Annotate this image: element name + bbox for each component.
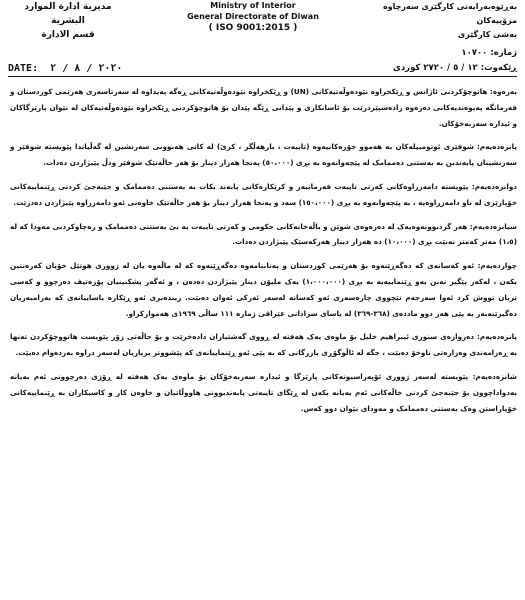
paragraph-label: چواردەیەم: <box>477 261 517 271</box>
header-kurdish-line-2: بەشی کارگێری <box>457 30 517 39</box>
paragraph-label: سیانزەدەیەم: <box>469 221 517 231</box>
date-row <box>8 63 122 74</box>
header-english <box>183 0 323 35</box>
paragraph-intro <box>10 84 517 131</box>
paragraph-13 <box>10 219 517 251</box>
paragraph-label: یانزەدەیەم: <box>477 142 517 152</box>
paragraph-14 <box>10 258 517 321</box>
paragraph-11 <box>10 139 517 171</box>
document-body <box>10 84 517 424</box>
iso-badge: ( ISO 9001:2015 ) <box>208 23 298 33</box>
paragraph-text: ئەو کەسانەی کە دەگەڕێنەوە بۆ هەرێمی کوردستان و پەنابنامەوە دەگەڕێنەوە کە لە ماڵەوە یان لە ژووری هوتێل خۆیان کەرەنتین بکەن ، لەکەر پێگیر نەبن بەو ڕێنماییەیە بە بڕی (١،٠٠٠،٠٠٠) یەک ملیۆن دینار پێبژاردن دەدەن ، و ئەگەر پشکنینیان پۆزەتیف دەرچوو و کەسی تریان تووش کرد ئەوا سەرجەم تێچووی چارەسەری ئەو کەسانە لەسەر ئەرکی ئەوان دەبێت. زیندەبری ئەو ڕێکارە یاساییانەی کە بەرامبەریان دەگیرێنەبەر بە پێی هەر دوو ماددەی (٣٦٨-٣٦٩) لە یاسای سزادانی عێراقی ژمارە ١١١ ساڵی ١٩٦٩ی هەموارکراو. <box>10 261 517 318</box>
paragraph-label: پانزەدەیەم: <box>477 332 517 342</box>
reference-number: ژمارە: ١٠٧٠٠ <box>461 48 517 58</box>
date-value: ٢٠٢٠ / ٨ / ٢ <box>50 63 123 74</box>
kurdish-date: ڕێکەوت: ١٢ / ٥ / ٢٧٢٠ کوردی <box>393 63 517 73</box>
header-arabic-line-2: قسم الادارة <box>41 30 95 40</box>
paragraph-text: بەرەوە: هاتوچۆکردنی ئاژانس و ڕێکخراوە نێودەوڵەتیەکانی (UN) و ڕێکخراوە نێودەوڵەتیەکانی ڕەگە پەیداوە لە سەرتاسەری هەرێمی کوردستان و فەرمانگە پەیوەندیەکانی دەرەوە رادەسپێردرێت بۆ ئاسانکاری و پێدانی ڕێگە پێدان بۆ هاتوچۆکردنی ڕێکخراوە نێودەوڵەتیەکان لە نێوان پارێزگاکان و ئیدارە سەربەخۆکان. <box>10 87 517 128</box>
header-kurdish-line-1: بەڕێوەبەرایەتی کارگێری سەرچاوە مرۆییەکان <box>382 2 517 25</box>
paragraph-text: شوفێری ئوتومبیلەکان بە هەموو جۆرەکانیەوە (تاییەت ، بارهەڵگر ، کرێ) لە کاتی هەبوونی سەرنشین لە گەڵیاندا پێویستە شوفێر و سەرنشینان پابەندبن بە بەستنی دەممامک لە پێچەوانەوە بە بڕی (٥٠،٠٠٠) پەنجا هەزار دینار بۆ هەر حاڵەتێک شوفێر ودڵ پێبژاردن دەدات. <box>10 142 517 168</box>
paragraph-12 <box>10 179 517 211</box>
header-divider <box>8 76 517 77</box>
header-ministry: Ministry of Interior <box>210 1 296 10</box>
paragraph-text: پێویستە دامەزراوەکانی کەرتی تایبەت فەرمانبەر و کرێکارەکانی پابەند بکات بە بەستنی دەممامک و جێبەجێ کردنی ڕێنماییەکانی خۆپارێزی لە ناو دامەزراوەیە ، بە پێچەوانەوە بە بڕی (١٥٠،٠٠٠) سەد و پەنجا هەزار دینار بۆ هەر حاڵەتێک خاوەنی ئەو دامەزراوە پێبژاردن دەدرێت. <box>10 181 517 207</box>
letterhead <box>0 0 525 46</box>
header-kurdish <box>342 0 517 42</box>
date-label: DATE: <box>8 63 39 74</box>
header-directorate: General Directorate of Diwan <box>187 12 319 21</box>
paragraph-text: دەروازەی سنوری ئیبراهیم خلیل بۆ ماوەی یەک هەفتە لە ڕووی گەشتیاران دادەخرێت و بۆ حاڵەتی زۆر پێویست هاتووچۆکردن تەنها بە ڕەزامەندی وەزارەتی ناوخۆ دەبێت ، جگە لە ئاڵوگۆڕی بازرگانی کە بە پێی ئەو ڕێنماییانەی کە پێشووتر برياريان لەسەر دراوە بەردەوام دەبێت. <box>10 332 517 358</box>
header-arabic <box>8 0 128 42</box>
paragraph-label: دوانزەدەیەم: <box>471 181 517 191</box>
header-arabic-line-1: مديرية ادارة الموارد البشرية <box>24 2 112 26</box>
paragraph-16 <box>10 369 517 416</box>
paragraph-label: شانزەدەیەم: <box>472 371 517 381</box>
paragraph-text: پێویستە لەسەر ژووری ئۆپەراسیونەکانی پارێزگا و ئیدارە سەربەخۆکان بۆ ماوەی یەک هەفتە لە ڕۆژی دەرچوونی ئەم بەیانە بەدواداچوون بۆ جێبەجێ کردنی خاڵەکانی ئەم بەیانە بکەن لە ڕێگای تایبەتی پابەندبوونی هاووڵاتیان و خاوەن کار و کاسبکاران بە ڕێنماییەکانی خۆپاراستن وەک بەستنی دەممامک و مەودای نێوان دوو کەس. <box>10 371 517 413</box>
paragraph-text: هەر گردبوونەوەیەک لە دەرەوەی شوێن و باڵەخانەکانی حکومی و کەرتی تایبەت بە بێ بەستنی دەممامک و رەچاوکردنی مەودا کە لە (١،٥) مەتر کەمتر نەبێت بڕی (١٠،٠٠٠) دە هەزار دینار هەرکەسێک پێبژاردن دەدات. <box>10 221 517 247</box>
paragraph-15 <box>10 329 517 361</box>
